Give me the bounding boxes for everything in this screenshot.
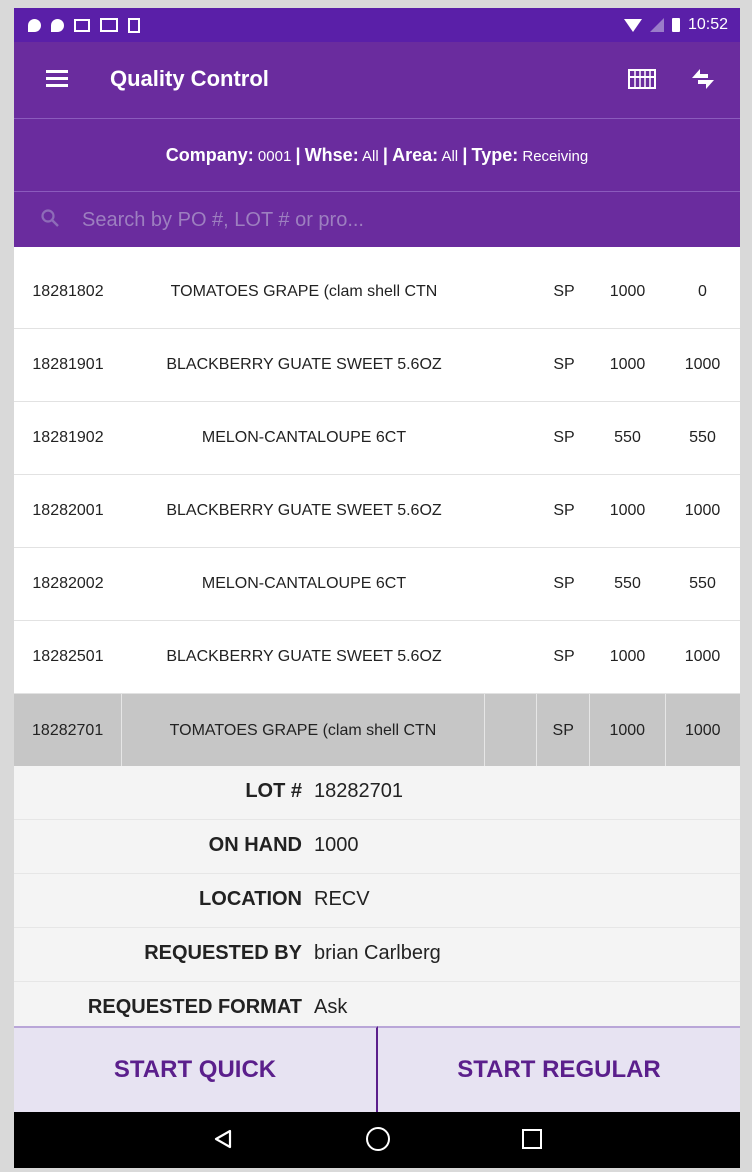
status-bar bbox=[14, 8, 740, 42]
hangouts-notification-icon bbox=[28, 19, 41, 32]
detail-label: ON HAND bbox=[208, 834, 302, 856]
lot-qty-received: 1000 bbox=[684, 722, 721, 739]
detail-row-location bbox=[14, 874, 740, 928]
hamburger-menu-icon[interactable] bbox=[46, 70, 68, 88]
system-nav-bar bbox=[14, 1112, 740, 1168]
lot-blank-cell bbox=[486, 329, 538, 401]
filter-summary bbox=[14, 118, 740, 191]
type-value: Receiving bbox=[522, 147, 589, 165]
whse-label: Whse: bbox=[304, 144, 359, 165]
search-bar bbox=[14, 191, 740, 247]
lot-type: SP bbox=[553, 283, 575, 300]
barcode-grid-icon[interactable] bbox=[628, 68, 656, 90]
detail-label: LOT # bbox=[245, 780, 302, 802]
action-buttons bbox=[14, 1026, 740, 1112]
area-label: Area: bbox=[392, 144, 439, 165]
status-time: 10:52 bbox=[687, 16, 728, 33]
lot-type: SP bbox=[553, 502, 575, 519]
detail-label: LOCATION bbox=[199, 888, 302, 910]
lot-number: 18282002 bbox=[32, 575, 104, 592]
detail-row-lot bbox=[14, 766, 740, 820]
wifi-icon bbox=[624, 19, 642, 32]
lot-description: MELON-CANTALOUPE 6CT bbox=[201, 575, 407, 592]
lot-blank-cell bbox=[486, 256, 538, 328]
detail-value: 1000 bbox=[314, 834, 359, 856]
lot-qty-ordered: 1000 bbox=[609, 502, 646, 519]
app-title: Quality Control bbox=[110, 66, 269, 91]
lot-row[interactable] bbox=[14, 621, 740, 694]
lot-qty-received: 550 bbox=[689, 429, 716, 446]
company-value: 0001 bbox=[257, 147, 292, 165]
lot-description: BLACKBERRY GUATE SWEET 5.6OZ bbox=[166, 648, 442, 665]
lot-qty-ordered: 1000 bbox=[609, 283, 646, 300]
detail-row-requested-by bbox=[14, 928, 740, 982]
lot-qty-received: 550 bbox=[689, 575, 716, 592]
recent-apps-icon[interactable] bbox=[522, 1129, 542, 1149]
lot-list bbox=[14, 256, 740, 766]
detail-value: brian Carlberg bbox=[314, 942, 441, 964]
lot-blank-cell bbox=[485, 694, 538, 768]
mail-notification-icon bbox=[100, 18, 118, 32]
lot-qty-received: 0 bbox=[698, 283, 707, 300]
lot-number: 18281901 bbox=[32, 356, 104, 373]
lot-description: TOMATOES GRAPE (clam shell CTN bbox=[170, 283, 438, 300]
lot-row[interactable] bbox=[14, 256, 740, 329]
lot-qty-ordered: 550 bbox=[614, 575, 641, 592]
lot-description: BLACKBERRY GUATE SWEET 5.6OZ bbox=[166, 502, 442, 519]
lot-row[interactable] bbox=[14, 402, 740, 475]
lot-row[interactable] bbox=[14, 548, 740, 621]
company-label: Company: bbox=[165, 144, 254, 165]
filter-separator: | bbox=[295, 144, 301, 165]
lot-row[interactable] bbox=[14, 329, 740, 402]
lot-blank-cell bbox=[486, 475, 538, 547]
detail-label: REQUESTED FORMAT bbox=[87, 996, 302, 1018]
lot-qty-ordered: 1000 bbox=[609, 356, 646, 373]
detail-value: 18282701 bbox=[314, 780, 403, 802]
lot-number: 18281802 bbox=[32, 283, 104, 300]
lot-number: 18281902 bbox=[32, 429, 104, 446]
filter-separator: | bbox=[382, 144, 388, 165]
sync-icon[interactable] bbox=[688, 64, 718, 94]
whse-value: All bbox=[362, 147, 379, 165]
lot-details-panel bbox=[14, 766, 740, 1028]
lot-qty-ordered: 1000 bbox=[609, 648, 646, 665]
app-bar bbox=[14, 42, 740, 118]
search-icon bbox=[40, 208, 60, 228]
lot-type: SP bbox=[553, 356, 575, 373]
lot-qty-received: 1000 bbox=[684, 502, 721, 519]
lot-type: SP bbox=[553, 575, 575, 592]
lot-type: SP bbox=[537, 694, 590, 768]
detail-value: RECV bbox=[314, 888, 370, 910]
battery-icon bbox=[672, 18, 680, 32]
lot-qty-ordered: 550 bbox=[614, 429, 641, 446]
cell-signal-icon bbox=[650, 18, 664, 32]
image-notification-icon bbox=[74, 19, 90, 32]
lot-blank-cell bbox=[486, 548, 538, 620]
lot-row[interactable] bbox=[14, 475, 740, 548]
type-label: Type: bbox=[471, 144, 519, 165]
lot-description: TOMATOES GRAPE (clam shell CTN bbox=[122, 694, 485, 768]
hangouts-notification-icon-2 bbox=[51, 19, 64, 32]
lot-blank-cell bbox=[486, 402, 538, 474]
lot-number: 18282001 bbox=[32, 502, 104, 519]
lot-type: SP bbox=[553, 429, 575, 446]
lot-description: BLACKBERRY GUATE SWEET 5.6OZ bbox=[166, 356, 442, 373]
detail-label: REQUESTED BY bbox=[144, 942, 302, 964]
detail-row-onhand bbox=[14, 820, 740, 874]
start-regular-button[interactable]: START REGULAR bbox=[378, 1026, 740, 1112]
search-input[interactable] bbox=[80, 202, 704, 238]
lot-qty-received: 1000 bbox=[684, 648, 721, 665]
area-value: All bbox=[441, 147, 459, 165]
detail-value: Ask bbox=[314, 996, 348, 1018]
lot-row-selected[interactable] bbox=[14, 694, 740, 769]
lot-number: 18282701 bbox=[14, 694, 122, 768]
start-quick-button[interactable]: START QUICK bbox=[14, 1026, 378, 1112]
home-icon[interactable] bbox=[366, 1127, 390, 1151]
filter-separator: | bbox=[462, 144, 468, 165]
lot-description: MELON-CANTALOUPE 6CT bbox=[201, 429, 407, 446]
back-icon[interactable] bbox=[212, 1128, 234, 1150]
lot-qty-ordered: 1000 bbox=[590, 694, 665, 768]
lot-number: 18282501 bbox=[32, 648, 104, 665]
lot-blank-cell bbox=[486, 621, 538, 693]
download-notification-icon bbox=[128, 18, 140, 33]
lot-type: SP bbox=[553, 648, 575, 665]
lot-qty-received: 1000 bbox=[684, 356, 721, 373]
device-screen bbox=[14, 8, 740, 1168]
